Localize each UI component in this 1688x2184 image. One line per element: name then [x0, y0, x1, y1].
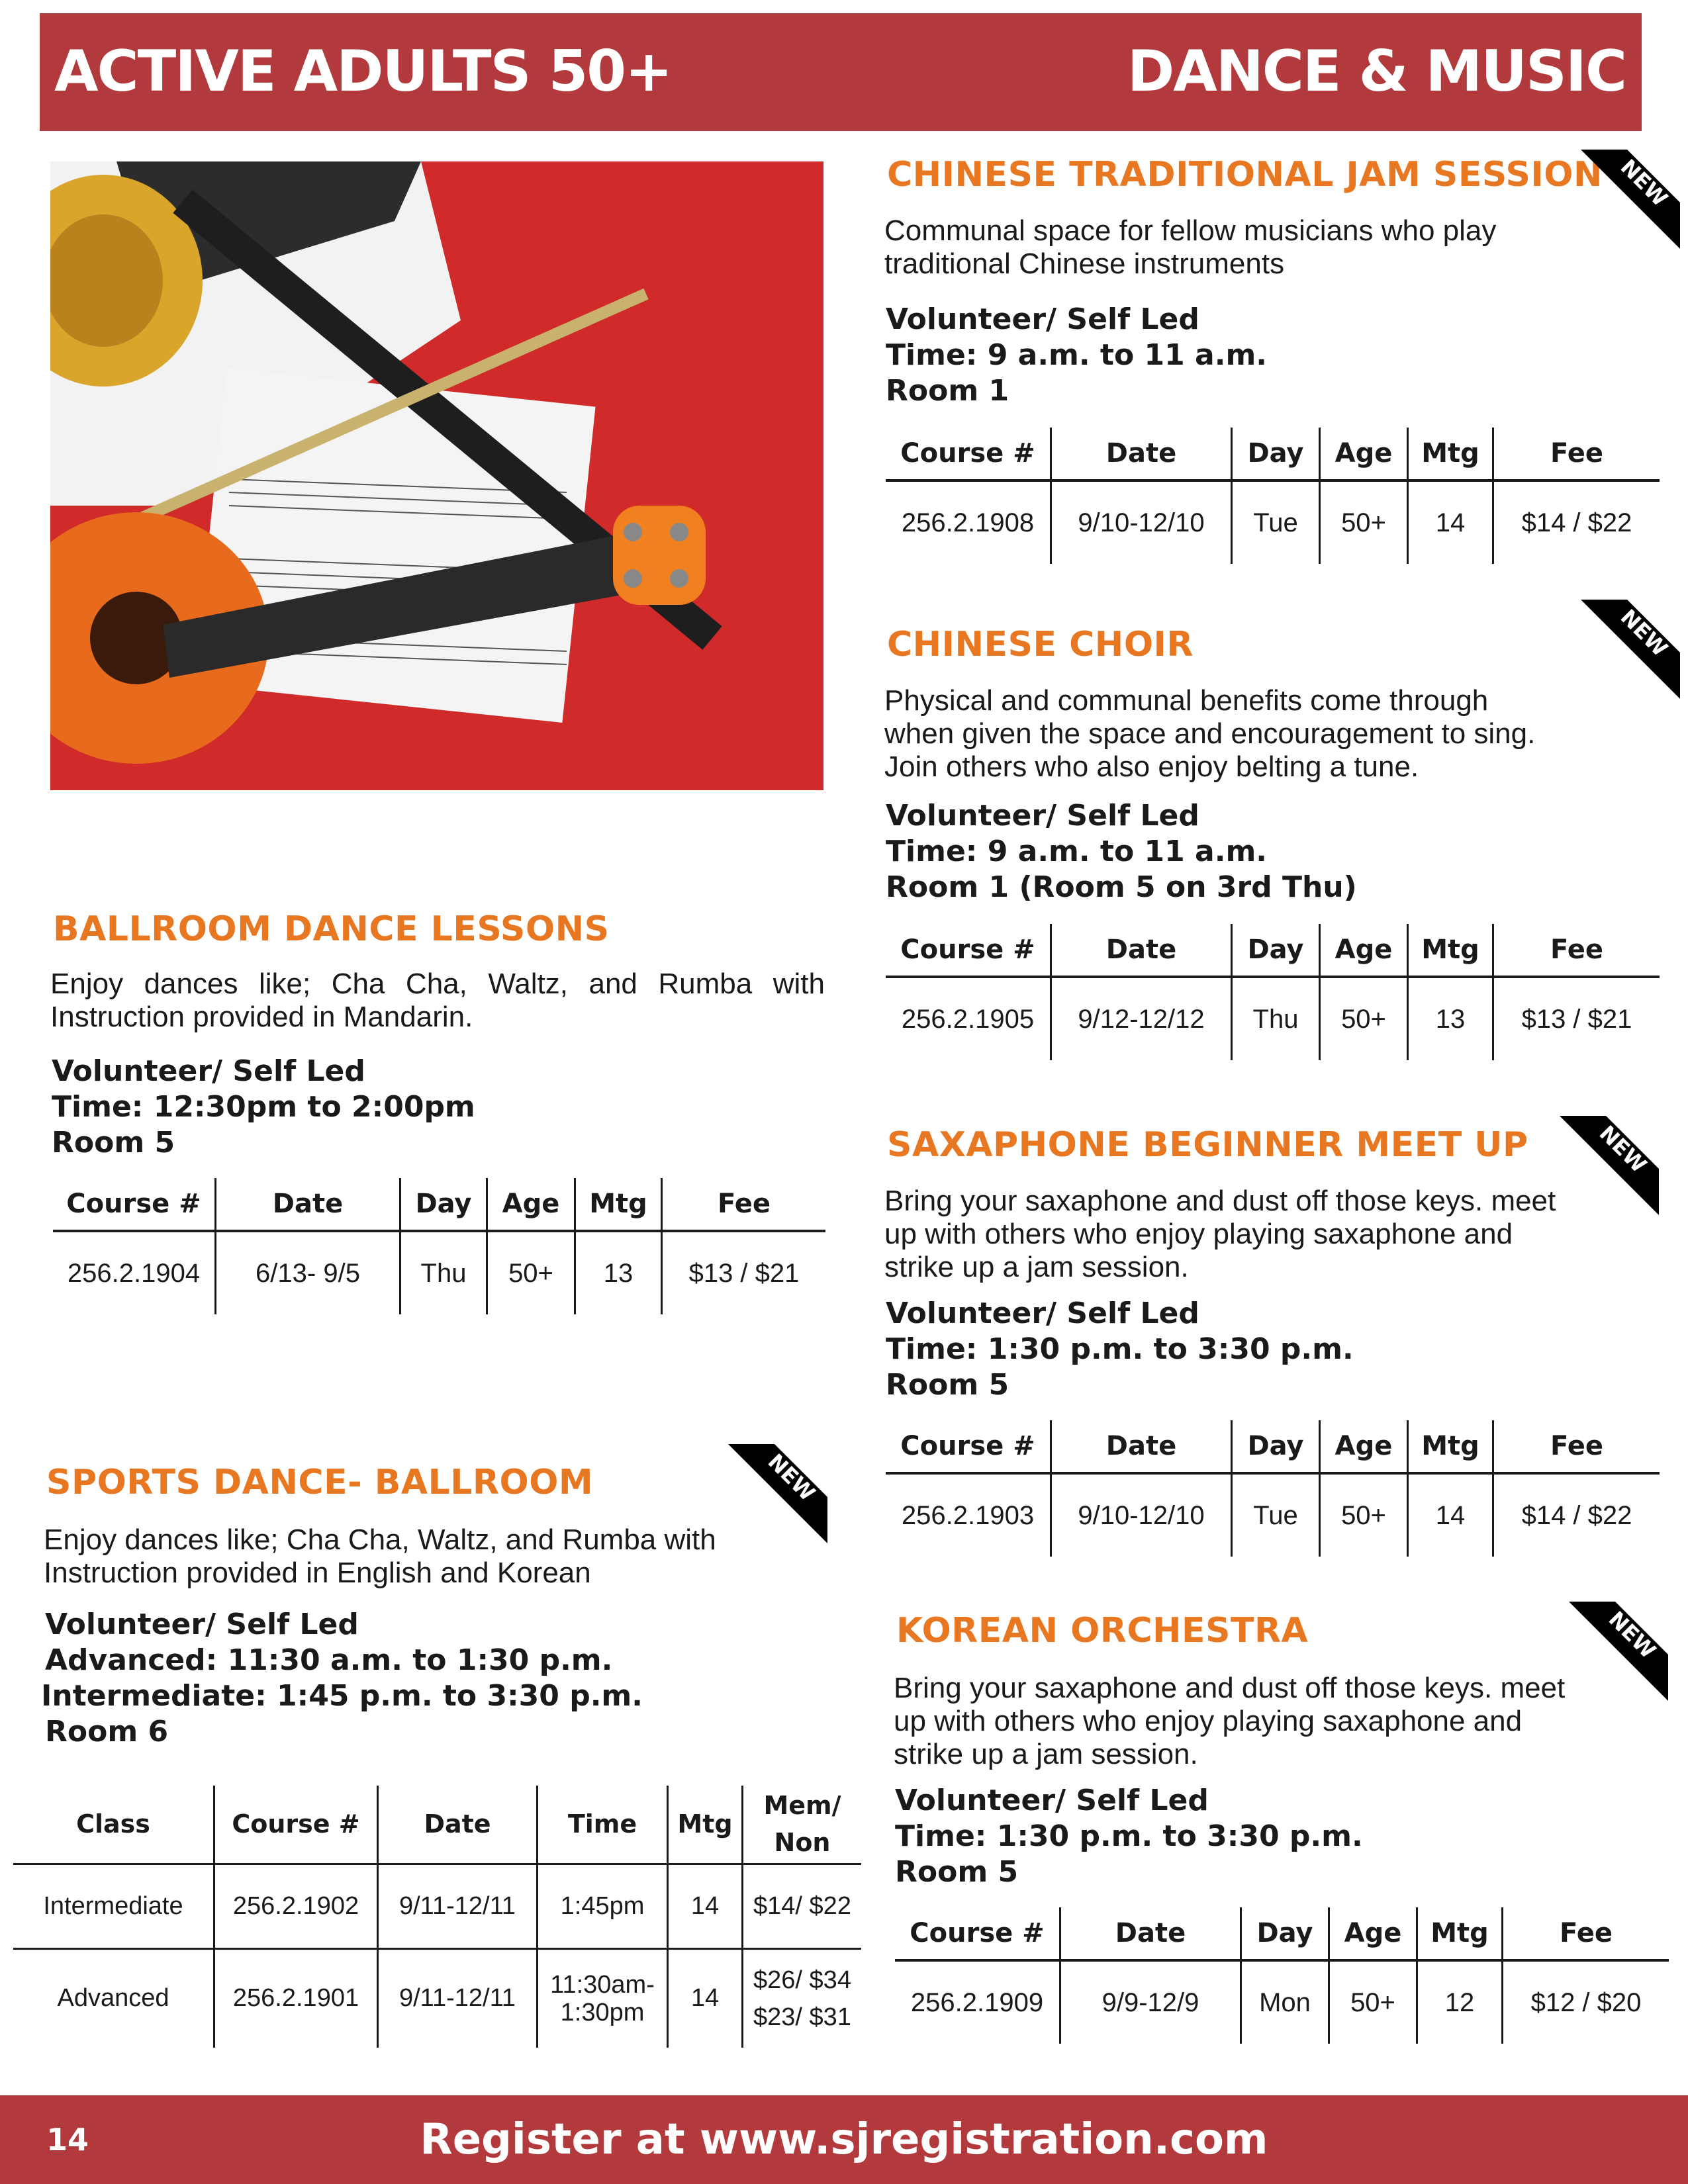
table-row: Intermediate 256.2.1902 9/11-12/11 1:45pm 14 $14/ $22 [13, 1864, 861, 1948]
detail-line: Room 6 [45, 1715, 169, 1749]
detail-line: Volunteer/ Self Led [886, 1297, 1199, 1330]
sports-dance-details [41, 1607, 643, 1750]
col-course: Course # [214, 1786, 378, 1864]
jam-session-table [886, 428, 1660, 564]
sports-dance-title: SPORTS DANCE- BALLROOM [46, 1463, 594, 1502]
saxophone-details [886, 1296, 1354, 1403]
detail-line: Advanced: 11:30 a.m. to 1:30 p.m. [45, 1643, 613, 1677]
ballroom-table: Course # Date Day Age Mtg Fee 256.2.1904 6/13- 9/5 Thu 50+ 13 $13 / $21 [53, 1178, 825, 1314]
register-link[interactable]: Register at www.sjregistration.com [420, 2115, 1268, 2164]
page-number: 14 [46, 2122, 89, 2158]
detail-line: Volunteer/ Self Led [886, 799, 1199, 833]
detail-line: Room 5 [895, 1855, 1019, 1889]
col-fee: Fee [1493, 428, 1660, 480]
sports-dance-description: Enjoy dances like; Cha Cha, Waltz, and Rumba with Instruction provided in English and Korean [44, 1524, 716, 1589]
col-day: Day [1232, 428, 1320, 480]
jam-session-title: CHINESE TRADITIONAL JAM SESSION [887, 155, 1603, 195]
ballroom-title: BALLROOM DANCE LESSONS [53, 909, 610, 949]
detail-line: Room 5 [886, 1368, 1009, 1402]
orchestra-description: Bring your saxaphone and dust off those keys. meet up with others who enjoy playing saxaphone and strike up a jam session. [894, 1672, 1566, 1770]
col-class: Class [13, 1786, 214, 1864]
table-row: Advanced 256.2.1901 9/11-12/11 11:30am- 1:30pm 14 $26/ $34 $23/ $31 [13, 1948, 861, 2048]
saxophone-table: Course # Date Day Age Mtg Fee 256.2.1903 9/10-12/10 Tue 50+ 14 $14 / $22 [886, 1420, 1660, 1557]
section-title: ACTIVE ADULTS 50+ [54, 38, 672, 105]
table-row: 256.2.1905 9/12-12/12 Thu 50+ 13 $13 / $21 [886, 977, 1660, 1060]
detail-line: Volunteer/ Self Led [895, 1784, 1209, 1817]
detail-line: Room 1 [886, 374, 1009, 408]
detail-line: Intermediate: 1:45 p.m. to 3:30 p.m. [41, 1679, 643, 1713]
detail-line: Volunteer/ Self Led [886, 302, 1199, 336]
jam-session-details [886, 302, 1267, 409]
col-age: Age [1320, 428, 1408, 480]
choir-table: Course # Date Day Age Mtg Fee 256.2.1905 9/12-12/12 Thu 50+ 13 $13 / $21 [886, 924, 1660, 1060]
orchestra-title: KOREAN ORCHESTRA [896, 1611, 1309, 1651]
detail-line: Time: 9 a.m. to 11 a.m. [886, 835, 1268, 868]
header-bar [40, 13, 1642, 131]
col-course: Course # [886, 428, 1051, 480]
new-badge-icon [1581, 600, 1680, 699]
col-mtg: Mtg [668, 1786, 743, 1864]
detail-line: Volunteer/ Self Led [52, 1054, 365, 1088]
svg-text:NEW: NEW [1615, 604, 1673, 662]
detail-line: Time: 1:30 p.m. to 3:30 p.m. [895, 1819, 1363, 1853]
svg-text:NEW: NEW [1594, 1120, 1652, 1178]
saxophone-description: Bring your saxaphone and dust off those keys. meet up with others who enjoy playing saxaphone and strike up a jam session. [884, 1185, 1556, 1283]
sports-dance-table [13, 1786, 861, 2048]
ballroom-details [52, 1054, 475, 1161]
detail-line: Volunteer/ Self Led [45, 1608, 359, 1641]
saxophone-title: SAXAPHONE BEGINNER MEET UP [887, 1125, 1528, 1165]
detail-line: Time: 12:30pm to 2:00pm [52, 1090, 475, 1124]
col-time: Time [538, 1786, 668, 1864]
col-date: Date [378, 1786, 538, 1864]
table-row: 256.2.1908 9/10-12/10 Tue 50+ 14 $14 / $22 [886, 480, 1660, 564]
detail-line: Room 5 [52, 1126, 175, 1160]
detail-line: Time: 9 a.m. to 11 a.m. [886, 338, 1268, 372]
svg-text:NEW: NEW [1615, 154, 1673, 212]
svg-text:NEW: NEW [763, 1449, 820, 1506]
detail-line: Room 1 (Room 5 on 3rd Thu) [886, 870, 1357, 904]
music-instruments-photo [50, 161, 823, 790]
jam-session-description: Communal space for fellow musicians who play traditional Chinese instruments [884, 214, 1497, 280]
col-mem-non: Mem/ Non [743, 1786, 862, 1864]
col-date: Date [1051, 428, 1232, 480]
table-row: 256.2.1904 6/13- 9/5 Thu 50+ 13 $13 / $21 [53, 1231, 825, 1314]
table-row: 256.2.1909 9/9-12/9 Mon 50+ 12 $12 / $20 [895, 1960, 1669, 2044]
table-row: 256.2.1903 9/10-12/10 Tue 50+ 14 $14 / $22 [886, 1473, 1660, 1557]
footer-bar [0, 2095, 1688, 2184]
col-mtg: Mtg [1408, 428, 1493, 480]
orchestra-table: Course # Date Day Age Mtg Fee 256.2.1909 9/9-12/9 Mon 50+ 12 $12 / $20 [895, 1907, 1669, 2044]
choir-details [886, 798, 1357, 905]
choir-title: CHINESE CHOIR [887, 625, 1194, 664]
orchestra-details [895, 1783, 1363, 1890]
new-badge-icon [1560, 1116, 1659, 1215]
svg-text:NEW: NEW [1603, 1606, 1661, 1664]
new-badge-icon [1569, 1602, 1668, 1701]
ballroom-description: Enjoy dances like; Cha Cha, Waltz, and Rumba with Instruction provided in Mandarin. [50, 968, 825, 1033]
category-title: DANCE & MUSIC [1127, 38, 1626, 105]
detail-line: Time: 1:30 p.m. to 3:30 p.m. [886, 1332, 1354, 1366]
choir-description: Physical and communal benefits come through when given the space and encouragement to sing. Join others who also enjoy belting a tune. [884, 684, 1536, 783]
